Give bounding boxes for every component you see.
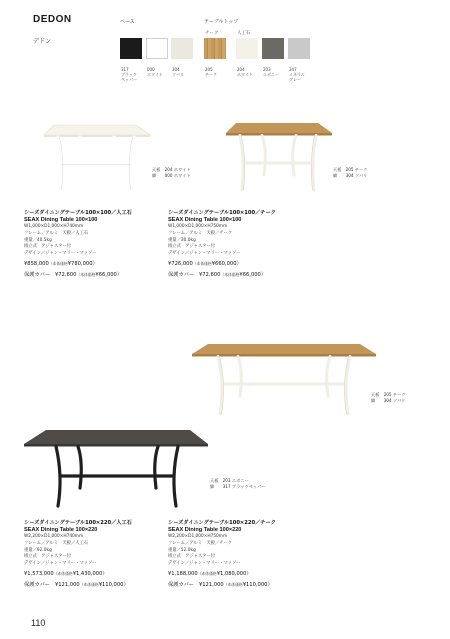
product-size: W1,000×D1,000×H750mm	[168, 224, 228, 229]
product-weight: 重量／30.0kg	[168, 237, 196, 243]
product-material: フレーム／アルミ 天板／人工石	[24, 230, 89, 236]
table-100x220-stone-spec: 天板 203 エボニー 脚 317 ブラックペッパー	[210, 478, 266, 489]
product-cover-price: 保護カバー ¥121,000（本体価格¥110,000）	[24, 581, 129, 588]
product-100x220-teak	[168, 520, 308, 589]
product-title-en: SEAX Dining Table 100×100	[168, 217, 242, 223]
swatch-top-203	[262, 38, 284, 59]
product-cover-price: 保護カバー ¥72,600（本体価格¥66,000）	[168, 271, 267, 278]
table-100x100-stone-spec: 天板 204 ホワイト 脚 000 ホワイト	[152, 167, 191, 178]
swatch-base-000-label: 000 ホワイト	[147, 67, 163, 77]
product-price: ¥1,573,000（本体価格¥1,430,000）	[24, 570, 108, 577]
product-title-en: SEAX Dining Table 100×220	[24, 527, 98, 533]
base-swatch-heading: ベース	[120, 19, 135, 25]
swatch-top-347	[288, 38, 310, 59]
table-100x100-stone-image	[40, 115, 152, 193]
stone-heading: 人工石	[237, 31, 251, 36]
swatch-top-203-label: 203 エボニー	[263, 67, 279, 77]
product-weight: 重量／52.0kg	[168, 547, 196, 553]
product-material: フレーム／アルミ 天板／チーク	[168, 230, 233, 236]
top-swatch-heading: テーブルトップ	[204, 19, 239, 25]
swatch-base-000	[146, 38, 168, 59]
product-assembly: 組立式 アジャスター付	[168, 554, 216, 560]
swatch-base-304-label: 304 ソバリ	[172, 67, 184, 77]
product-title-jp: シーズダイニングテーブル100×100／チーク	[168, 210, 276, 216]
product-100x100-stone	[24, 210, 164, 279]
product-price: ¥858,000（本体価格¥780,000）	[24, 260, 98, 267]
brand-name: DEDON	[33, 14, 72, 25]
product-material: フレーム／アルミ 天板／人工石	[24, 540, 89, 546]
product-size: W1,000×D1,000×H740mm	[24, 224, 84, 229]
product-100x220-stone	[24, 520, 164, 589]
swatch-base-304	[171, 38, 193, 59]
swatch-base-317	[120, 38, 142, 59]
table-100x220-teak-spec: 天板 205 チーク 脚 304 ソバリ	[371, 392, 406, 403]
swatch-top-205	[204, 38, 226, 59]
product-material: フレーム／アルミ 天板／チーク	[168, 540, 233, 546]
product-weight: 重量／40.5kg	[24, 237, 52, 243]
product-weight: 重量／92.0kg	[24, 547, 52, 553]
swatch-top-204	[236, 38, 258, 59]
product-size: W2,200×D1,000×H750mm	[168, 534, 228, 539]
product-design: デザイン／ジャン・マリー・マッソー	[24, 561, 97, 567]
product-design: デザイン／ジャン・マリー・マッソー	[24, 251, 97, 257]
product-assembly: 組立式 アジャスター付	[24, 244, 72, 250]
table-100x220-teak-image	[190, 338, 378, 416]
product-title-jp: シーズダイニングテーブル100×220／人工石	[24, 520, 132, 526]
teak-heading: チーク	[205, 31, 219, 36]
table-100x100-teak-image	[222, 115, 334, 193]
product-design: デザイン／ジャン・マリー・マッソー	[168, 561, 241, 567]
product-title-jp: シーズダイニングテーブル100×100／人工石	[24, 210, 132, 216]
swatch-base-317-label: 317 ブラック ペッパー	[121, 67, 137, 82]
swatch-top-205-label: 205 チーク	[205, 67, 217, 77]
product-assembly: 組立式 アジャスター付	[168, 244, 216, 250]
product-size: W2,200×D1,000×H740mm	[24, 534, 84, 539]
product-cover-price: 保護カバー ¥121,000（本体価格¥110,000）	[168, 581, 273, 588]
product-title-en: SEAX Dining Table 100×220	[168, 527, 242, 533]
product-title-en: SEAX Dining Table 100×100	[24, 217, 98, 223]
swatch-top-204-label: 204 ホワイト	[237, 67, 253, 77]
product-title-jp: シーズダイニングテーブル100×220／チーク	[168, 520, 276, 526]
product-price: ¥726,000（本体価格¥660,000）	[168, 260, 242, 267]
table-100x100-teak-spec: 天板 205 チーク 脚 304 ソバリ	[333, 167, 368, 178]
swatch-top-347-label: 347 ミネラル グレー	[289, 67, 305, 82]
product-design: デザイン／ジャン・マリー・マッソー	[168, 251, 241, 257]
brand-name-kana: デドン	[33, 38, 52, 45]
product-100x100-teak	[168, 210, 308, 279]
product-cover-price: 保護カバー ¥72,600（本体価格¥66,000）	[24, 271, 123, 278]
product-price: ¥1,188,000（本体価格¥1,080,000）	[168, 570, 252, 577]
product-assembly: 組立式 アジャスター付	[24, 554, 72, 560]
page-number: 110	[31, 618, 46, 628]
table-100x220-stone-image	[22, 424, 210, 508]
